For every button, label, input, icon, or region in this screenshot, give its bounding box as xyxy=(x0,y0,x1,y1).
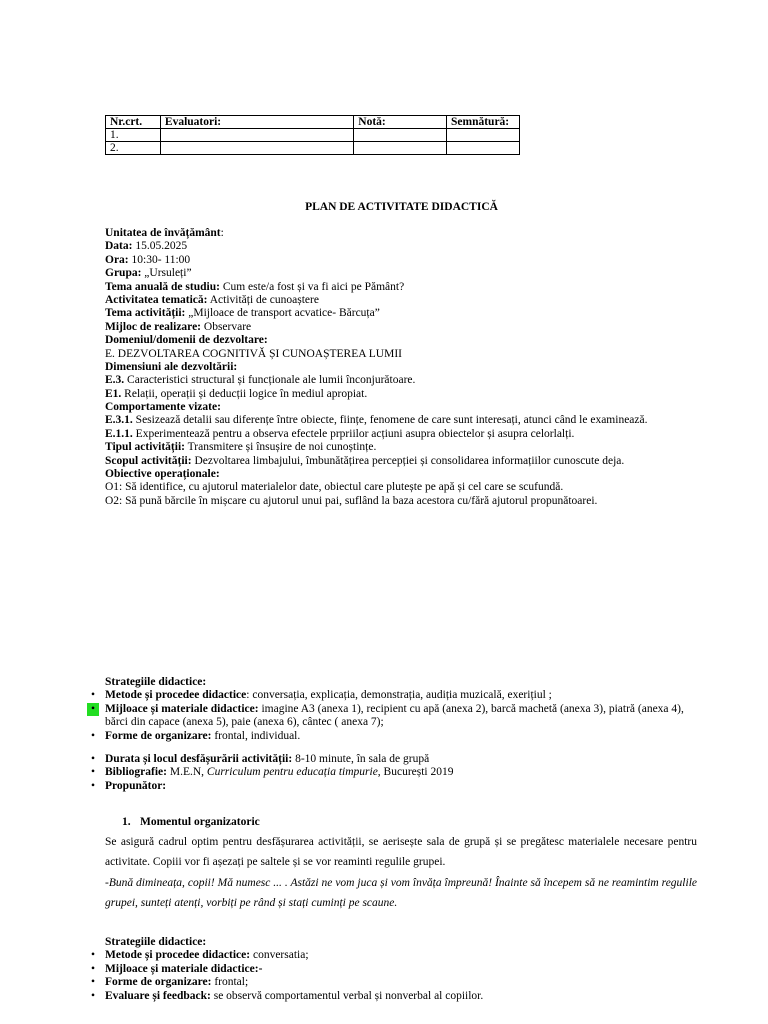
scopul-label: Scopul activității: xyxy=(105,454,192,467)
mijloace-label-2: Mijloace și materiale didactice:- xyxy=(105,962,263,975)
dimensiuni-label: Dimensiuni ale dezvoltării: xyxy=(105,360,238,373)
e3-value: Caracteristici structural și funcționale ale lumii înconjurătoare. xyxy=(124,374,416,387)
e31-line xyxy=(105,414,648,427)
forme-value-2: frontal; xyxy=(211,976,249,989)
tipul-value: Transmitere și însușire de noi cunoștințe. xyxy=(184,441,377,454)
list-item xyxy=(90,962,705,976)
metode-label-2: Metode și procedee didactice: xyxy=(105,949,251,962)
bibliografie-post: , București 2019 xyxy=(377,766,454,779)
e1-value: Relații, operații și deducții logice în mediul apropiat. xyxy=(121,387,368,400)
bullet-icon: • xyxy=(90,989,96,1002)
bullet-icon: • xyxy=(90,976,96,989)
strategies-heading-2: Strategiile didactice: xyxy=(105,936,207,948)
e11-line xyxy=(105,428,648,441)
objective-o2: O2: Să pună bărcile în mișcare cu ajutorul unui pai, suflând la baza acestora cu/fără ajutorul propunătoarei. xyxy=(105,494,598,507)
tema-anuala-value: Cum este/a fost și va fi aici pe Pământ? xyxy=(219,280,405,293)
evaluare-label: Evaluare și feedback: xyxy=(105,989,211,1002)
bibliografie-title: Curriculum pentru educația timpurie xyxy=(206,766,378,779)
strategies-section-2 xyxy=(90,936,705,1003)
strategies-list xyxy=(90,689,705,743)
table-row xyxy=(106,129,520,142)
scopul-value: Dezvoltarea limbajului, îmbunătățirea percepției și consolidarea informațiilor cunoscute deja. xyxy=(191,454,625,467)
durata-value: 8-10 minute, în sala de grupă xyxy=(292,753,430,766)
activitatea-value: Activități de cunoaștere xyxy=(207,293,319,306)
data-line xyxy=(105,240,648,253)
ora-value: 10:30- 11:00 xyxy=(128,253,191,266)
list-item xyxy=(90,702,705,730)
document-title: PLAN DE ACTIVITATE DIDACTICĂ xyxy=(305,201,498,213)
forme-label: Forme de organizare: xyxy=(105,729,212,742)
bullet-icon: • xyxy=(90,729,96,742)
header-nota: Notă: xyxy=(354,116,447,129)
scopul-line xyxy=(105,455,648,468)
list-item xyxy=(90,729,705,743)
grupa-label: Grupa: xyxy=(105,267,142,280)
list-item xyxy=(90,976,705,989)
tipul-label: Tipul activității: xyxy=(105,441,185,454)
e1-label: E1. xyxy=(105,387,122,400)
moment-dialogue: -Bună dimineața, copii! Mă numesc ... . Astăzi ne vom juca și vom învăța împreună! Înainte să începem să ne reamintim regulile grupei, sunteți atenți, vorbiți pe rând și stați cuminți pe scaune. xyxy=(105,877,697,909)
tipul-line xyxy=(105,441,648,454)
mijloc-value: Observare xyxy=(201,320,252,333)
bullet-icon: • xyxy=(90,753,96,766)
unitate-separator: : xyxy=(220,227,224,239)
e3-label: E.3. xyxy=(105,374,125,387)
bullet-icon: • xyxy=(87,703,99,716)
ora-label: Ora: xyxy=(105,253,129,266)
forme-label-2: Forme de organizare: xyxy=(105,976,212,989)
info-section xyxy=(105,227,648,508)
obiective-label: Obiective operaționale: xyxy=(105,468,220,481)
list-item xyxy=(90,989,705,1003)
data-label: Data: xyxy=(105,240,133,253)
tema-activitatii-value: „Mijloace de transport acvatice- Bărcuța” xyxy=(185,307,380,320)
evaluators-table xyxy=(105,115,520,155)
list-item xyxy=(90,766,705,779)
e31-label: E.3.1. xyxy=(105,414,133,427)
objective-o1: O1: Să identifice, cu ajutorul materialelor date, obiectul care plutește pe apă și cel care se scufundă. xyxy=(105,481,564,494)
list-item xyxy=(90,779,705,793)
forme-value: frontal, individual. xyxy=(211,729,301,742)
propunator-label: Propunător: xyxy=(105,779,167,792)
table-cell: 2. xyxy=(106,142,161,155)
bullet-icon: • xyxy=(90,962,96,975)
table-cell xyxy=(354,142,447,155)
moment-number: 1. xyxy=(122,816,131,828)
domeniul-label: Domeniul/domenii de dezvoltare: xyxy=(105,334,268,347)
evaluare-value: se observă comportamentul verbal și nonverbal al copiilor. xyxy=(210,989,484,1002)
activitatea-label: Activitatea tematică: xyxy=(105,293,208,306)
unitate-label: Unitatea de învățământ xyxy=(105,227,221,239)
table-cell xyxy=(354,129,447,142)
activitatea-line xyxy=(105,294,648,307)
list-item xyxy=(90,753,705,766)
strategies-heading: Strategiile didactice: xyxy=(105,676,207,688)
strategies-list-2 xyxy=(90,949,705,1003)
mijloace-value: imagine A3 (anexa 1), recipient cu apă (anexa 2), barcă machetă (anexa 3), piatră (anexa 4), bărci din capace (anexa 5), paie (anexa 6), cântec ( anexa 7); xyxy=(105,702,684,729)
bullet-icon: • xyxy=(90,689,96,702)
unitate-line xyxy=(105,227,648,240)
metode-label: Metode și procedee didactice xyxy=(105,689,247,702)
e11-value: Experimentează pentru a observa efectele prpriilor acțiuni asupra obiectelor și asupra celorlalți. xyxy=(132,427,575,440)
mijloace-label: Mijloace și materiale didactice: xyxy=(105,702,259,715)
e31-value: Sesizează detalii sau diferențe între obiecte, ființe, fenomene de care sunt interesați, atunci când le examinează. xyxy=(132,414,648,427)
bullet-icon: • xyxy=(90,766,96,779)
header-evaluatori: Evaluatori: xyxy=(160,116,353,129)
mijloc-line xyxy=(105,321,648,334)
moment-paragraph: Se asigură cadrul optim pentru desfășurarea activității, se aerisește sala de grupă și se pregătesc materialele necesare pentru activitate. Copiii vor fi așezați pe saltele și se vor reaminti regulile grupei. xyxy=(105,836,697,868)
e11-label: E.1.1. xyxy=(105,427,133,440)
e1-line xyxy=(105,388,648,401)
bibliografie-pre: M.E.N, xyxy=(166,766,207,779)
tema-activitatii-label: Tema activității: xyxy=(105,307,186,320)
list-item xyxy=(90,689,705,702)
bullet-icon: • xyxy=(90,949,96,962)
metode-value-2: conversatia; xyxy=(250,949,309,962)
tema-anuala-label: Tema anuală de studiu: xyxy=(105,280,220,293)
e3-line xyxy=(105,374,648,387)
tema-anuala-line xyxy=(105,281,648,294)
bibliografie-label: Bibliografie: xyxy=(105,766,167,779)
header-nr-crt: Nr.crt. xyxy=(106,116,161,129)
comportamente-label: Comportamente vizate: xyxy=(105,401,221,414)
tema-activitatii-line xyxy=(105,307,648,320)
bullet-icon: • xyxy=(90,779,96,792)
durata-label: Durata și locul desfășurării activității: xyxy=(105,753,293,766)
data-value: 15.05.2025 xyxy=(132,240,188,253)
header-semnatura: Semnătură: xyxy=(447,116,520,129)
table-cell xyxy=(160,129,353,142)
table-header-row xyxy=(106,116,520,129)
strategies-section xyxy=(90,676,705,793)
moment-heading: Momentul organizatoric xyxy=(140,816,260,828)
ora-line xyxy=(105,254,648,267)
table-cell: 1. xyxy=(106,129,161,142)
list-item xyxy=(90,949,705,962)
metode-value: : conversația, explicația, demonstrația, audiția muzicală, exerițiul ; xyxy=(246,689,552,702)
table-cell xyxy=(160,142,353,155)
table-cell xyxy=(447,142,520,155)
details-list xyxy=(90,753,705,793)
table-cell xyxy=(447,129,520,142)
grupa-line xyxy=(105,267,648,280)
mijloc-label: Mijloc de realizare: xyxy=(105,320,202,333)
table-row xyxy=(106,142,520,155)
domeniul-value: E. DEZVOLTAREA COGNITIVĂ ȘI CUNOAȘTEREA LUMII xyxy=(105,347,403,360)
grupa-value: „Ursuleți” xyxy=(141,267,192,280)
